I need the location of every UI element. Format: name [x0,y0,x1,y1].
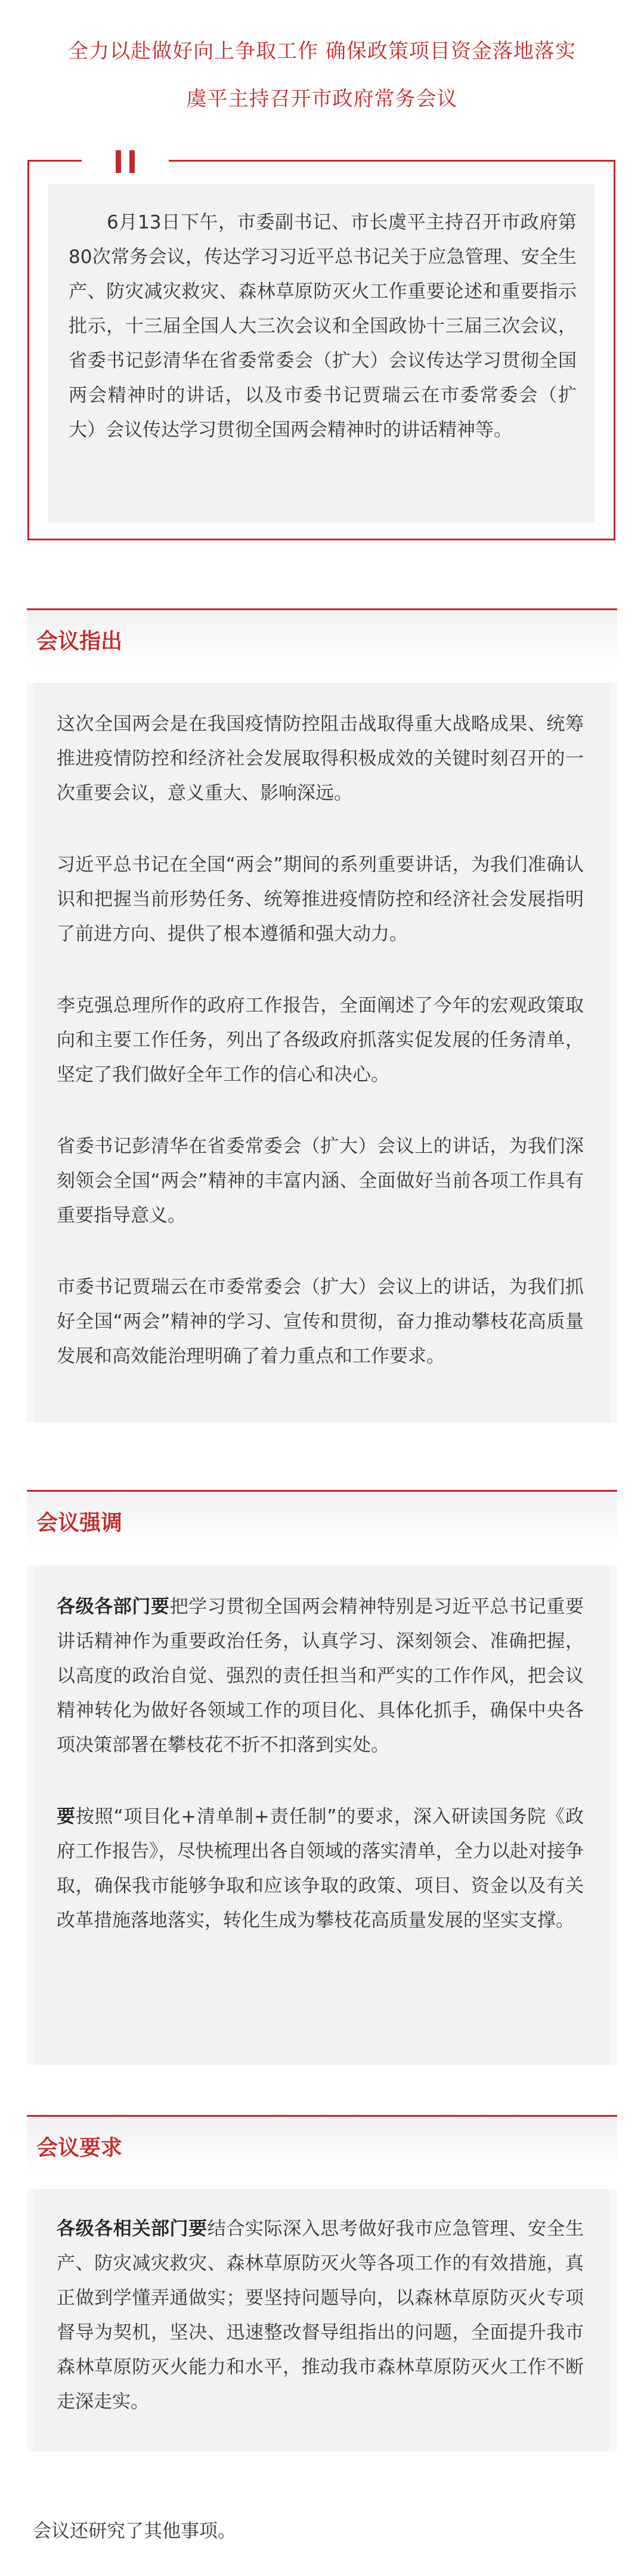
section-heading-meeting-pointed-out: 会议指出 [27,608,617,668]
paragraph-lead: 各级各部门要 [57,1596,170,1618]
closing-note: 会议还研究了其他事项。 [33,2521,236,2542]
paragraph-lead: 要 [57,1806,76,1827]
section-heading-meeting-emphasized: 会议强调 [27,1490,617,1550]
article-subtitle: 虞平主持召开市政府常务会议 [186,87,458,111]
section-body-meeting-required [27,2189,617,2451]
section-body-meeting-pointed-out [27,683,617,1422]
paragraph: 各级各部门要把学习贯彻全国两会精神特别是习近平总书记重要讲话精神作为重要政治任务，认真学习、深刻领会、准确把握，以高度的政治自觉、强烈的责任担当和严实的工作作风，把会议精神转化为做好各领域工作的项目化、具体化抓手，确保中央各项决策部署在攀枝花不折不扣落到实处。 [57,1596,584,1756]
intro-text-panel [48,184,595,522]
intro-text: 6月13日下午，市委副书记、市长虞平主持召开市政府第80次常务会议，传达学习习近平总书记关于应急管理、安全生产、防灾减灾救灾、森林草原防灭火工作重要论述和重要指示批示，十三届全国人大三次会议和全国政协十三届三次会议，省委书记彭清华在省委常委会（扩大）会议传达学习贯彻全国两会精神时的讲话，以及市委书记贾瑞云在市委常委会（扩大）会议传达学习贯彻全国两会精神时的讲话精神等。 [69,212,577,441]
quote-marker-icon [82,150,169,174]
intro-box [27,160,615,540]
paragraph: 习近平总书记在全国“两会”期间的系列重要讲话，为我们准确认识和把握当前形势任务、统筹推进疫情防控和经济社会发展指明了前进方向、提供了根本遵循和强大动力。 [57,854,584,945]
paragraph: 各级各相关部门要结合实际深入思考做好我市应急管理、安全生产、防灾减灾救灾、森林草原防灭火等各项工作的有效措施，真正做到学懂弄通做实；要坚持问题导向，以森林草原防灭火专项督导为契机，坚决、迅速整改督导组指出的问题，全面提升我市森林草原防灭火能力和水平，推动我市森林草原防灭火工作不断走深走实。 [57,2218,584,2413]
paragraph: 省委书记彭清华在省委常委会（扩大）会议上的讲话，为我们深刻领会全国“两会”精神的丰富内涵、全面做好当前各项工作具有重要指导意义。 [57,1136,584,1226]
section-body-meeting-emphasized [27,1566,617,2065]
article-title: 全力以赴做好向上争取工作 确保政策项目资金落地落实 [68,39,576,63]
paragraph-lead: 各级各相关部门要 [57,2218,208,2240]
paragraph: 市委书记贾瑞云在市委常委会（扩大）会议上的讲话，为我们抓好全国“两会”精神的学习、宣传和贯彻，奋力推动攀枝花高质量发展和高效能治理明确了着力重点和工作要求。 [57,1276,584,1367]
paragraph: 要按照“项目化+清单制+责任制”的要求，深入研读国务院《政府工作报告》，尽快梳理出各自领域的落实清单，全力以赴对接争取，确保我市能够争取和应该争取的政策、项目、资金以及有关改革措施落地落实，转化生成为攀枝花高质量发展的坚实支撑。 [57,1806,584,1931]
paragraph: 李克强总理所作的政府工作报告，全面阐述了今年的宏观政策取向和主要工作任务，列出了各级政府抓落实促发展的任务清单，坚定了我们做好全年工作的信心和决心。 [57,995,584,1086]
section-heading-meeting-required: 会议要求 [27,2115,617,2175]
paragraph: 这次全国两会是在我国疫情防控阻击战取得重大战略成果、统筹推进疫情防控和经济社会发展取得积极成效的关键时刻召开的一次重要会议，意义重大、影响深远。 [57,713,584,804]
